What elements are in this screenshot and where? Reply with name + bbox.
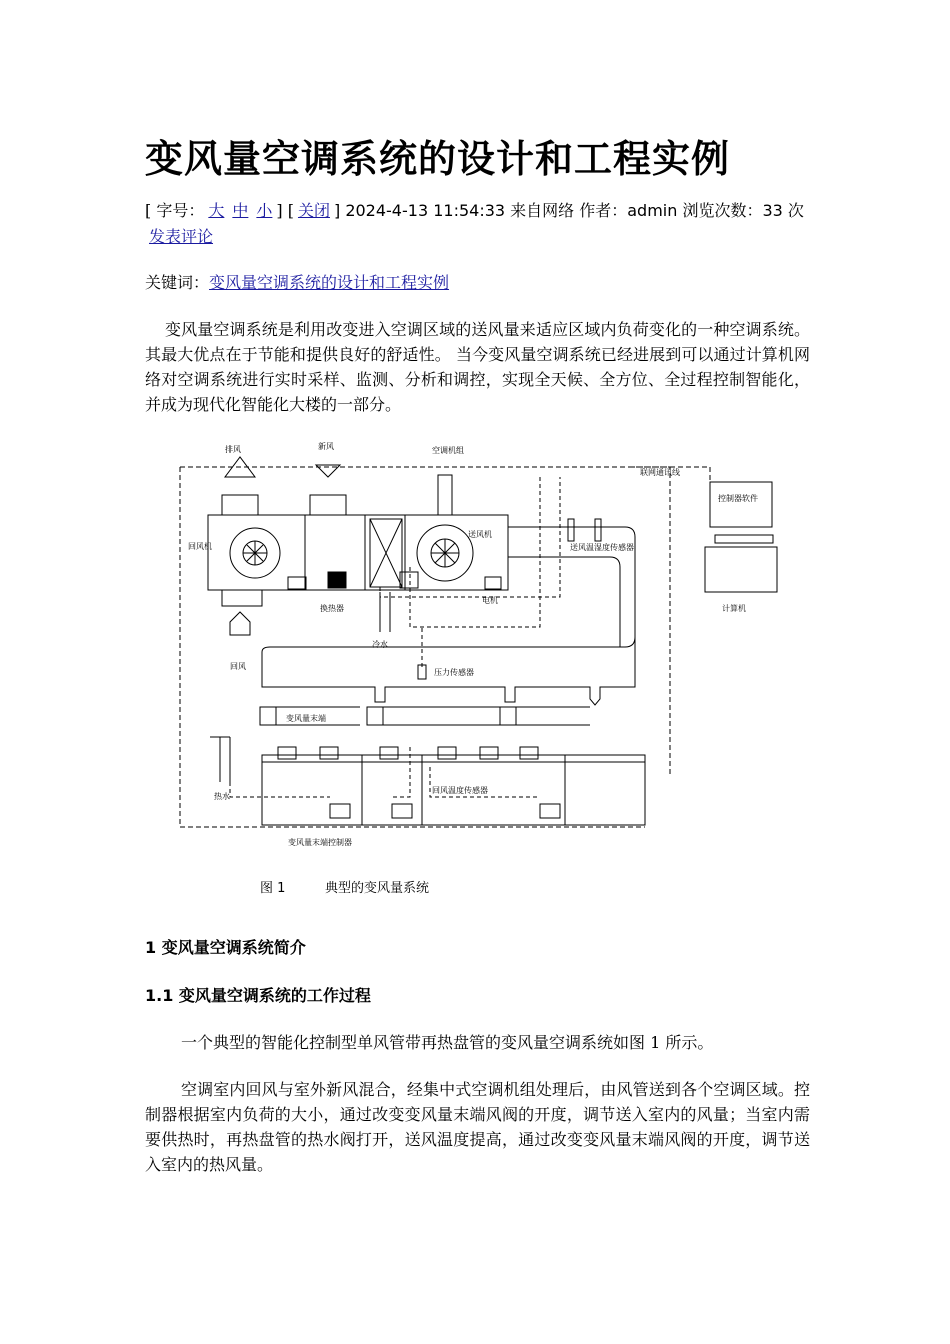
article-title: 变风量空调系统的设计和工程实例 — [145, 137, 731, 181]
font-medium-link[interactable]: 中 — [232, 201, 249, 220]
font-large-link[interactable]: 大 — [208, 201, 225, 220]
paragraph-3: 空调室内回风与室外新风混合，经集中式空调机组处理后，由风管送到各个空调区域。控制器根据室内负荷的大小，通过改变变风量末端风阀的开度，调节送入室内的风量；当室内需要供热时，再热盘管的热水阀打开，送风温度提高，通过改变变风量末端风阀的开度，调节送入室内的热风量。 — [145, 1080, 810, 1174]
label-return-air: 回风 — [230, 662, 246, 671]
font-size-label: [ 字号： — [145, 201, 205, 220]
label-exhaust: 排风 — [225, 445, 241, 454]
keywords — [145, 270, 449, 296]
meta-separator: ] [ — [276, 201, 294, 220]
paragraph-2: 一个典型的智能化控制型单风管带再热盘管的变风量空调系统如图 1 所示。 — [181, 1033, 714, 1052]
label-hot-water: 热水 — [214, 792, 230, 801]
figure-caption-text: 典型的变风量系统 — [325, 881, 430, 896]
section-heading-1-1: 1.1 变风量空调系统的工作过程 — [145, 986, 371, 1005]
label-supply-fan: 送风机 — [468, 530, 492, 539]
figure-caption-number: 图 1 — [260, 881, 286, 896]
comment-link[interactable]: 发表评论 — [149, 227, 214, 246]
label-return-fan: 回风机 — [188, 542, 212, 551]
label-return-sensor: 回风温度传感器 — [432, 786, 488, 795]
meta-info: ] 2024-4-13 11:54:33 来自网络 作者：admin 浏览次数：33 次 — [333, 201, 804, 220]
close-link[interactable]: 关闭 — [297, 201, 330, 220]
label-vav-controller: 变风量末端控制器 — [288, 838, 352, 847]
label-water: 冷水 — [372, 640, 388, 649]
label-sensor-supply: 送风温湿度传感器 — [570, 543, 634, 552]
intro-paragraph: 变风量空调系统是利用改变进入空调区域的送风量来适应区域内负荷变化的一种空调系统。其最大优点在于节能和提供良好的舒适性。 当今变风量空调系统已经进展到可以通过计算机网络对空调系统进行实时采样、监测、分析和调控，实现全天候、全方位、全过程控制智能化，并成为现代化智能化大楼的一部分。 — [145, 320, 810, 414]
label-ahu: 空调机组 — [432, 446, 464, 455]
label-motor: 电机 — [482, 596, 498, 605]
vav-system-diagram — [170, 437, 810, 907]
label-controller: 控制器软件 — [718, 494, 758, 503]
label-fresh: 新风 — [318, 442, 334, 451]
section-heading-1: 1 变风量空调系统简介 — [145, 938, 306, 957]
keywords-link[interactable]: 变风量空调系统的设计和工程实例 — [209, 273, 450, 292]
label-computer: 计算机 — [722, 604, 746, 613]
keywords-label: 关键词： — [145, 273, 210, 292]
label-network: 联网通讯线 — [640, 468, 680, 477]
label-pressure: 压力传感器 — [434, 668, 474, 677]
font-small-link[interactable]: 小 — [256, 201, 273, 220]
article-meta — [145, 198, 810, 250]
label-coil: 换热器 — [320, 604, 344, 613]
label-vav-box: 变风量末端 — [286, 714, 326, 723]
